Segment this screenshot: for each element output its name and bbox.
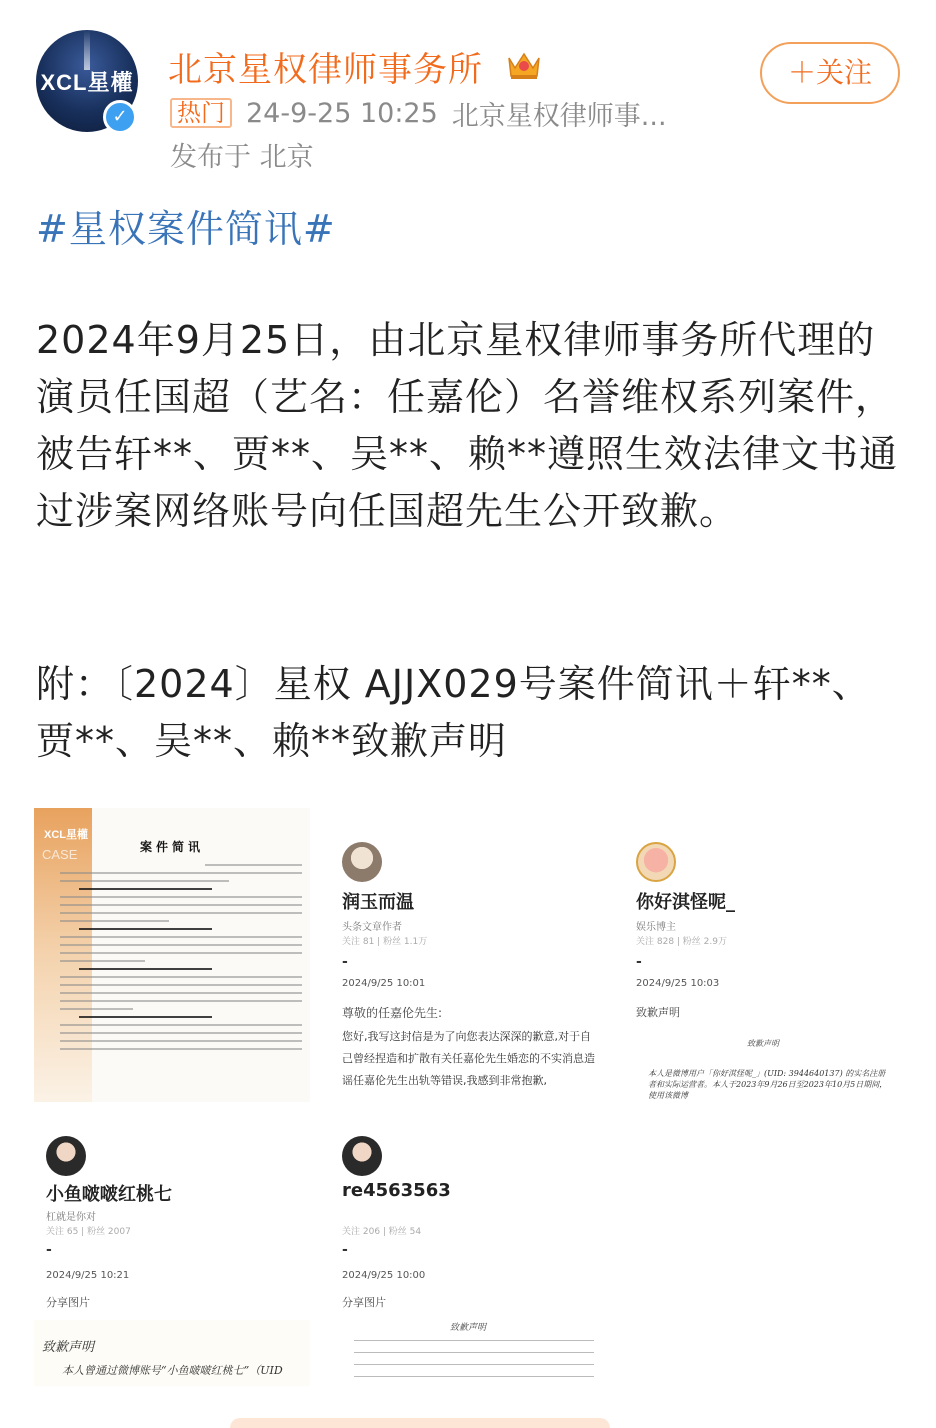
post-date: 2024/9/25 10:03 [636,978,720,989]
document-text-lines [60,858,302,1050]
post-datetime: 24-9-25 10:25 [246,97,438,129]
document-band-text: CASE [42,847,78,862]
account-name[interactable]: 北京星权律师事务所 [168,50,483,90]
post-location: 发布于 北京 [170,142,314,173]
document-brand-logo: XCL星權 [44,829,88,841]
username: 小鱼啵啵红桃七 [46,1184,172,1205]
user-stats: 关注 828 | 粉丝 2.9万 [636,937,727,947]
image-case-brief-document[interactable] [34,808,310,1102]
user-subtitle: 娱乐博主 [636,922,676,933]
hot-badge: 热门 [170,98,232,128]
username: re4563563 [342,1180,451,1201]
post-date: 2024/9/25 10:01 [342,978,426,989]
post-source[interactable]: 北京星权律师事... [451,100,667,132]
image-apology-post-4[interactable] [330,1122,606,1386]
post-label: 致歉声明 [636,1006,680,1019]
handwritten-note-image [330,1316,606,1386]
post-dash: - [342,954,348,970]
post-attachment-note: 附：〔2024〕星权 AJJX029号案件简讯＋轩**、贾**、吴**、赖**致歉声明 [36,662,871,763]
document-title: 案件简讯 [139,840,204,854]
post-dash: - [342,1242,348,1258]
user-stats: 关注 81 | 粉丝 1.1万 [342,937,428,947]
letter-body: 您好,我写这封信是为了向您表达深深的歉意,对于自己曾经捏造和扩散有关任嘉伦先生婚恋的不实消息造谣任嘉伦先生出轨等错误,我感到非常抱歉, [342,1030,595,1087]
username: 你好淇怪呢_ [636,892,735,913]
note-title: 致歉声明 [747,1039,779,1048]
user-subtitle: 头条文章作者 [342,922,402,933]
post-dash: - [46,1242,52,1258]
post-label: 分享图片 [342,1296,386,1309]
avatar-light-beam [84,30,90,70]
user-avatar [636,842,676,882]
follow-button[interactable]: ＋关注 [760,42,900,104]
note-title: 致歉声明 [42,1340,95,1355]
verified-badge-icon: ✓ [103,100,137,134]
note-text: 本人是微博用户「你好淇怪呢_」(UID: 3944640137) 的实名注册者和实际运营者。本人于2023年9月26日至2023年10月5日期间，使用该微博 [648,1069,888,1100]
user-avatar [342,1136,382,1176]
post-date: 2024/9/25 10:00 [342,1270,426,1281]
user-stats: 关注 65 | 粉丝 2007 [46,1227,131,1237]
username: 润玉而温 [342,892,414,913]
image-apology-post-2[interactable] [624,808,902,1102]
letter-greeting: 尊敬的任嘉伦先生: [342,1006,443,1020]
bottom-action-bar-edge [230,1418,610,1428]
note-title: 致歉声明 [449,1323,486,1333]
avatar-logo [36,66,138,97]
crown-icon [505,46,543,82]
image-apology-post-3[interactable] [34,1122,310,1386]
avatar-logo-text: XCL星權 [40,70,134,95]
user-avatar [46,1136,86,1176]
user-avatar [342,842,382,882]
post-date: 2024/9/25 10:21 [46,1270,130,1281]
post-meta [170,96,667,130]
image-apology-post-1[interactable] [330,808,606,1102]
post-label: 分享图片 [46,1296,90,1309]
user-stats: 关注 206 | 粉丝 54 [342,1227,422,1237]
topic-hashtag-link[interactable]: #星权案件简讯# [36,207,336,251]
post-dash: - [636,954,642,970]
note-text: 本人曾通过微博账号“小鱼啵啵红桃七”（UID [62,1364,283,1377]
post-paragraph: 2024年9月25日，由北京星权律师事务所代理的演员任国超（艺名：任嘉伦）名誉维权系列案件，被告轩**、贾**、吴**、赖**遵照生效法律文书通过涉案网络账号向任国超先生公开致歉。 [36,318,899,533]
user-subtitle: 杠就是你对 [46,1212,96,1223]
handwritten-note-image [624,1024,902,1102]
handwritten-note-image [34,1320,310,1386]
